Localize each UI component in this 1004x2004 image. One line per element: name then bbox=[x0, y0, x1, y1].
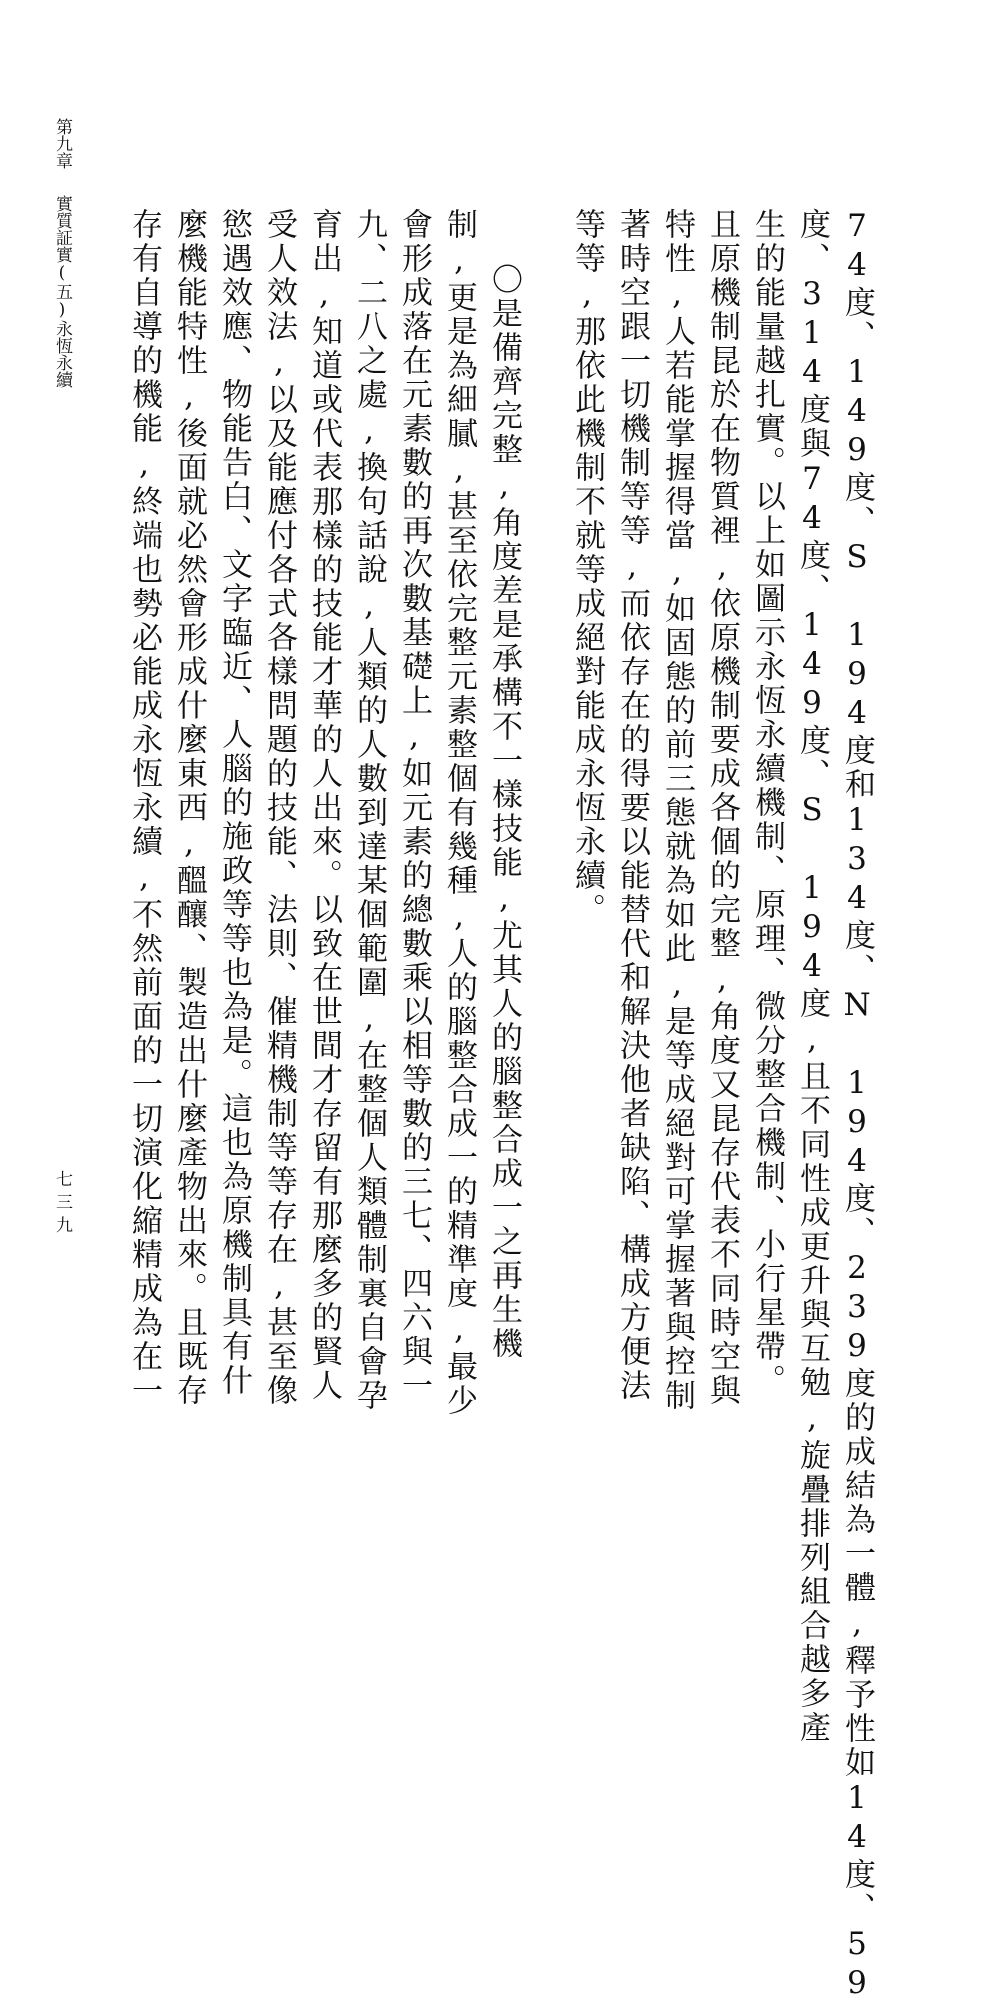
text-column-7: 等等,那依此機制不就等成絕對能成永恆永續。 bbox=[569, 208, 605, 927]
page-number: 七三九 bbox=[52, 1170, 72, 1239]
text-column-9: 制,更是為細膩,甚至依完整元素整個有幾種,人的腦整合成一的精準度,最少 bbox=[441, 208, 477, 1418]
text-column-11: 九、二八之處,換句話說,人類的人數到達某個範圍,在整個人類體制裏自會孕 bbox=[351, 208, 387, 1413]
text-column-12: 育出,知道或代表那樣的技能才華的人出來。以致在世間才存留有那麼多的賢人 bbox=[306, 208, 342, 1403]
text-column-2: 度、314度與74度、149度、S 194度,且不同性成更升與互勉,旋疊排列組合越多產 bbox=[794, 208, 830, 1745]
text-column-3: 生的能量越扎實。以上如圖示永恆永續機制、原理、微分整合機制、小行星帶。 bbox=[749, 208, 785, 1398]
text-column-13: 受人效法,以及能應付各式各樣問題的技能、法則、催精機制等等存在,甚至像 bbox=[261, 208, 297, 1408]
chapter-label: 第九章 bbox=[52, 118, 72, 169]
running-header bbox=[52, 118, 72, 388]
text-column-6: 著時空跟一切機制等等,而依存在的得要以能替代和解決他者缺陷、構成方便法 bbox=[614, 208, 650, 1403]
text-column-10: 會形成落在元素數的再次數基礎上,如元素的總數乘以相等數的三七、四六與一 bbox=[396, 208, 432, 1403]
text-column-8: 〇是備齊完整,角度差是承構不一樣技能,尤其人的腦整合成一之再生機 bbox=[486, 263, 522, 1361]
text-column-16: 存有自導的機能,終端也勢必能成永恆永續,不然前面的一切演化縮精成為在一 bbox=[126, 208, 162, 1408]
text-column-4: 且原機制昆於在物質裡,依原機制要成各個的完整,角度又昆存代表不同時空與 bbox=[704, 208, 740, 1408]
text-column-5: 特性,人若能掌握得當,如固態的前三態就為如此,是等成絕對可掌握著與控制 bbox=[659, 208, 695, 1413]
text-column-15: 麼機能特性,後面就必然會形成什麼東西,醞釀、製造出什麼產物出來。且既存 bbox=[171, 208, 207, 1408]
text-column-14: 慾遇效應、物能告白、文字臨近、人腦的施政等等也為是。這也為原機制具有什 bbox=[216, 208, 252, 1398]
text-column-1: 74度、149度、S 194度和134度、N 194度、239度的成結為一體,釋予性如14度、59 bbox=[839, 208, 875, 2004]
section-title: 實質証實(五)永恆永續 bbox=[52, 195, 72, 388]
